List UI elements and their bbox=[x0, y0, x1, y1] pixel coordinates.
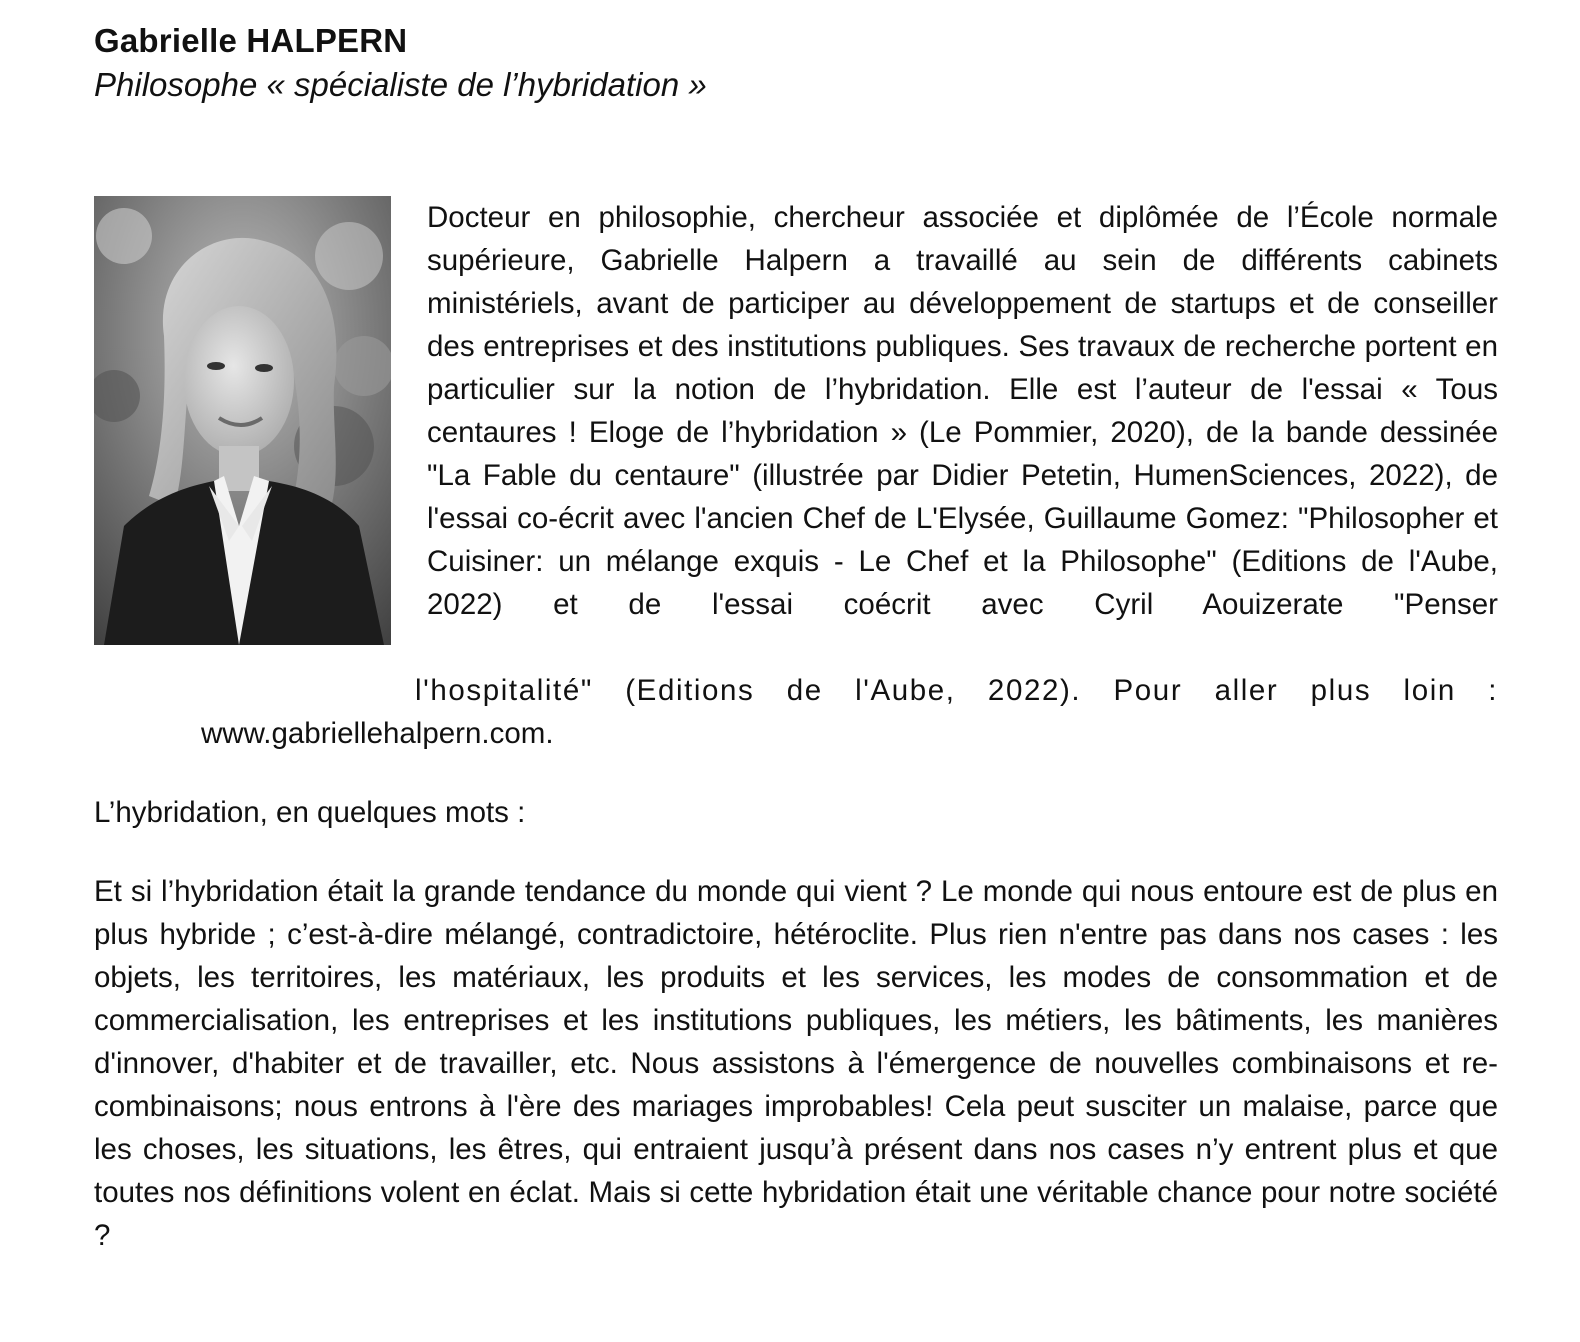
section-heading: L’hybridation, en quelques mots : bbox=[94, 796, 526, 829]
portrait-image bbox=[94, 196, 391, 645]
website-link[interactable]: www.gabriellehalpern.com. bbox=[201, 717, 554, 750]
author-portrait-photo bbox=[94, 196, 391, 645]
bio-paragraph-tail: l'hospitalité" (Editions de l'Aube, 2022). Pour aller plus loin : bbox=[415, 674, 1498, 707]
author-name: Gabrielle HALPERN bbox=[94, 22, 408, 59]
author-subtitle: Philosophe « spécialiste de l’hybridation » bbox=[94, 66, 707, 103]
bio-paragraph: Docteur en philosophie, chercheur associée et diplômée de l’École normale supérieure, Gabrielle Halpern a travaillé au sein de différents cabinets ministériels, avant de participer au développement de startups et de conseiller des entreprises et des institutions publiques. Ses travaux de recherche portent en particulier sur la notion de l’hybridation. Elle est l’auteur de l'essai « Tous centaures ! Eloge de l’hybridation » (Le Pommier, 2020), de la bande dessinée "La Fable du centaure" (illustrée par Didier Petetin, HumenSciences, 2022), de l'essai co-écrit avec l'ancien Chef de L'Elysée, Guillaume Gomez: "Philosopher et Cuisiner: un mélange exquis - Le Chef et la Philosophe" (Editions de l'Aube, 2022) et de l'essai coécrit avec Cyril Aouizerate "Penser bbox=[427, 201, 1498, 621]
section-body-paragraph: Et si l’hybridation était la grande tendance du monde qui vient ? Le monde qui nous entoure est de plus en plus hybride ; c’est-à-dire mélangé, contradictoire, hétéroclite. Plus rien n'entre pas dans nos cases : les objets, les territoires, les matériaux, les produits et les services, les modes de consommation et de commercialisation, les entreprises et les institutions publiques, les métiers, les bâtiments, les manières d'innover, d'habiter et de travailler, etc. Nous assistons à l'émergence de nouvelles combinaisons et re-combinaisons; nous entrons à l'ère des mariages improbables! Cela peut susciter un malaise, parce que les choses, les situations, les êtres, qui entraient jusqu’à présent dans nos cases n’y entrent plus et que toutes nos définitions volent en éclat. Mais si cette hybridation était une véritable chance pour notre société ? bbox=[94, 875, 1498, 1252]
